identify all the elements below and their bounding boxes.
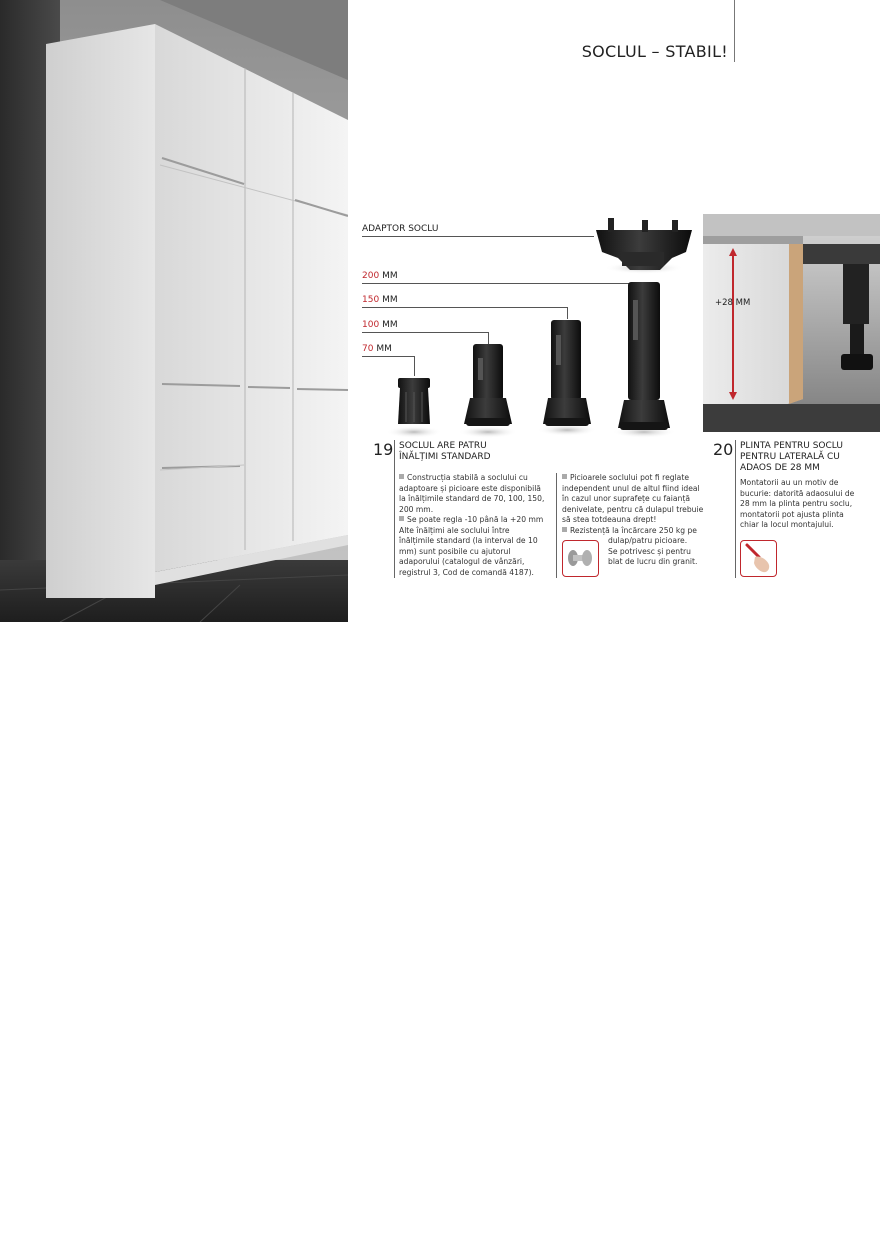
leg-70mm: [386, 378, 442, 438]
section-20-body: Montatorii au un motiv de bucurie: datorită adaosului de 28 mm la plinta pentru soclu, montatorii pot ajusta plinta chiar la locul montajului.: [740, 478, 855, 529]
leg-200mm: [612, 282, 676, 438]
screwdriver-hand-icon: [740, 540, 777, 577]
page-title: SOCLUL – STABIL!: [581, 42, 728, 61]
adaptor-label: ADAPTOR SOCLU: [362, 224, 439, 234]
adaptor-part: [596, 218, 692, 274]
kitchen-cabinet-photo: [0, 0, 348, 622]
bullet-icon: [399, 516, 404, 521]
bullet-icon: [562, 474, 567, 479]
height-label-200: 200 MM: [362, 271, 398, 281]
leg-150mm: [537, 320, 597, 436]
section-19-col2: Picioarele soclului pot fi reglate independent unul de altul fiind ideal în cazul unor suprafețe cu faianță denivelate, pentru că dulapul trebuie să stea totdeauna drept! Rezistență la încărcare 250 kg pe dulap/patru picioare. Se potrivesc și pentru blat de lucru din granit.: [562, 473, 704, 566]
foot-part-icon: [562, 540, 599, 577]
height-label-100: 100 MM: [362, 320, 398, 330]
plinth-photo: [703, 214, 880, 432]
bullet-icon: [399, 474, 404, 479]
section-19-number: 19: [373, 440, 394, 459]
section-20-number: 20: [713, 440, 734, 459]
section-19-heading: SOCLUL ARE PATRU ÎNĂLȚIMI STANDARD: [399, 441, 491, 462]
socle-parts-illustration: [360, 210, 700, 445]
section-19-col-divider: [556, 473, 557, 578]
bullet-icon: [562, 527, 567, 532]
section-19-divider: [394, 440, 395, 578]
section-19-col1: Construcția stabilă a soclului cu adaptoare și picioare este disponibilă la înălțimile standard de 70, 100, 150, 200 mm. Se poate regla -10 până la +20 mm Alte înălțimi ale soclului între înălțimile standard (la interval de 10 mm) sunt posibile cu ajutorul adaporului (catalogul de vânzări, registrul 3, Cod de comandă 4187).: [399, 473, 545, 577]
header-divider: [734, 0, 735, 62]
height-label-70: 70 MM: [362, 344, 392, 354]
section-20-divider: [735, 440, 736, 578]
plinth-dimension-label: +28 MM: [715, 298, 751, 308]
height-label-150: 150 MM: [362, 295, 398, 305]
section-20-heading: PLINTA PENTRU SOCLU PENTRU LATERALĂ CU ADAOS DE 28 MM: [740, 441, 843, 473]
leg-100mm: [458, 344, 518, 438]
